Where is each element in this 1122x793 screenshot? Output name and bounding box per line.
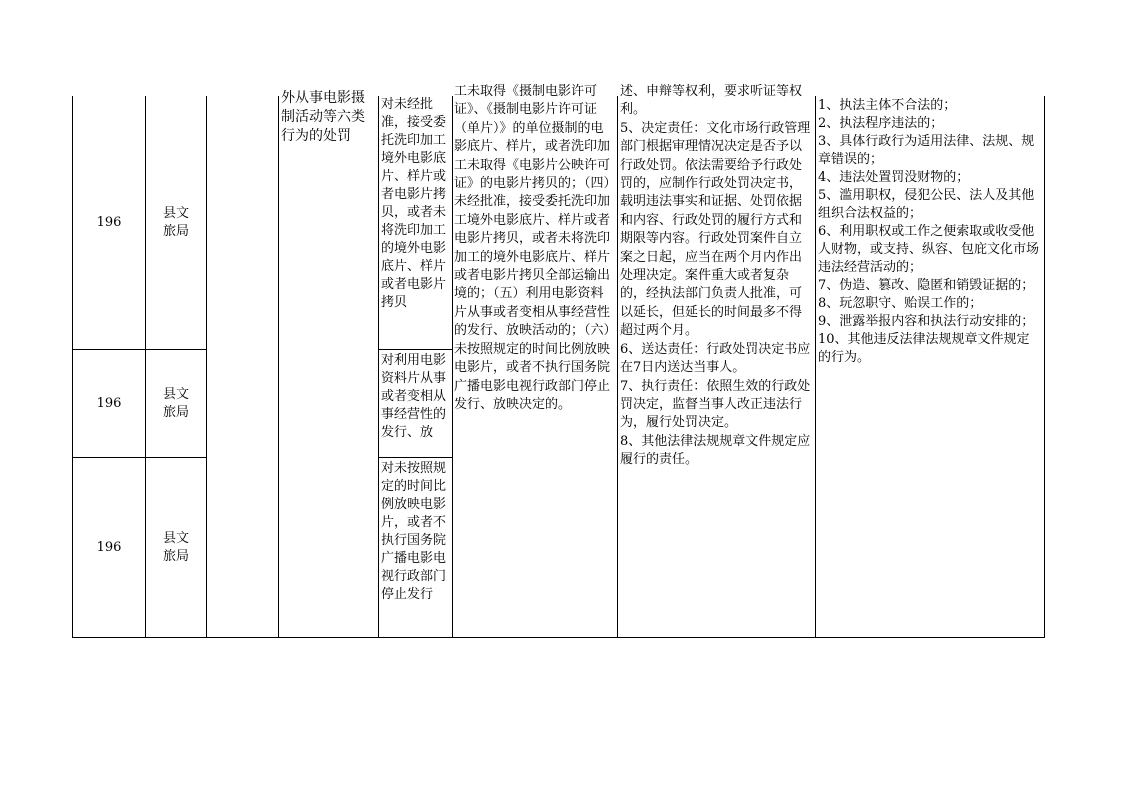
category-text: 外从事电影摄制活动等六类行为的处罚 [281,90,365,144]
column-divider [378,96,379,638]
item-cell: 对未经批准，接受委托洗印加工境外电影底片、样片或者电影片拷贝，或者未将洗印加工的境外电影底片、样片或者电影片拷贝 [381,97,447,310]
table-border-right [1044,96,1045,638]
row-divider [378,349,452,350]
row-number: 196 [96,215,122,230]
department-name: 县文旅局 [162,205,189,239]
penalty-table [72,84,1045,638]
department-name: 县文旅局 [162,530,189,564]
row-divider [378,457,452,458]
department-cell [146,350,206,457]
column-divider [206,96,207,638]
department-cell [146,96,206,349]
accountability-text: 1、执法主体不合法的； 2、执法程序违法的； 3、具体行政行为适用法律、法规、规章错误的； 4、违法处置罚没财物的； 5、滥用职权，侵犯公民、法人及其他组织合法权益的； 6、利用职权或工作之便索取或收受他人财物，或支持、纵容、包庇文化市场违法经营活动的； 7、伪造、篡改、隐匿和销毁证据的； 8、玩忽职守、贻误工作的； 9、泄露举报内容和执法行动安排的； 10、其他违反法律法规规章文件规定的行为。 [818,98,1040,365]
accountability-cell [816,96,1044,637]
row-number: 196 [96,396,122,411]
category-cell [279,90,378,637]
row-number: 196 [96,540,122,555]
item-cell: 对未按照规定的时间比例放映电影片，或者不执行国务院广播电影电视行政部门停止发行 [381,461,447,602]
table-border-bottom [72,637,1045,638]
legal-basis-text: 工未取得《摄制电影许可证》、《摄制电影片许可证（单片）》的单位摄制的电影底片、样片，或者洗印加工未取得《电影片公映许可证》的电影片拷贝的；（四）未经批准，接受委托洗印加工境外电影底片、样片或者电影片拷贝，或者未将洗印加工的境外电影底片、样片或者电影片拷贝全部运输出境的；（五）利用电影资料片从事或者变相从事经营性的发行、放映活动的；（六）未按照规定的时间比例放映电影片，或者不执行国务院广播电影电视行政部门停止发行、放映决定的。 [454,84,611,412]
department-name: 县文旅局 [162,386,189,420]
department-cell [146,458,206,637]
responsibility-cell [618,84,815,637]
legal-basis-cell [453,84,617,637]
responsibility-text: 述、申辩等权利，要求听证等权利。 5、决定责任：文化市场行政管理部门根据审理情况决定是否予以行政处罚。依法需要给予行政处罚的，应制作行政处罚决定书，载明违法事实和证据、处罚依据和内容、行政处罚的履行方式和期限等内容。行政处罚案件自立案之日起，应当在两个月内作出处理决定。案件重大或者复杂的，经执法部门负责人批准，可以延长，但延长的时间最多不得超过两个月。 6、送达责任：行政处罚决定书应在7日内送达当事人。 7、执行责任：依照生效的行政处罚决定，监督当事人改正违法行为，履行处罚决定。 8、其他法律法规规章文件规定应履行的责任。 [620,84,811,468]
item-cell: 对利用电影资料片从事或者变相从事经营性的发行、放 [381,353,447,440]
